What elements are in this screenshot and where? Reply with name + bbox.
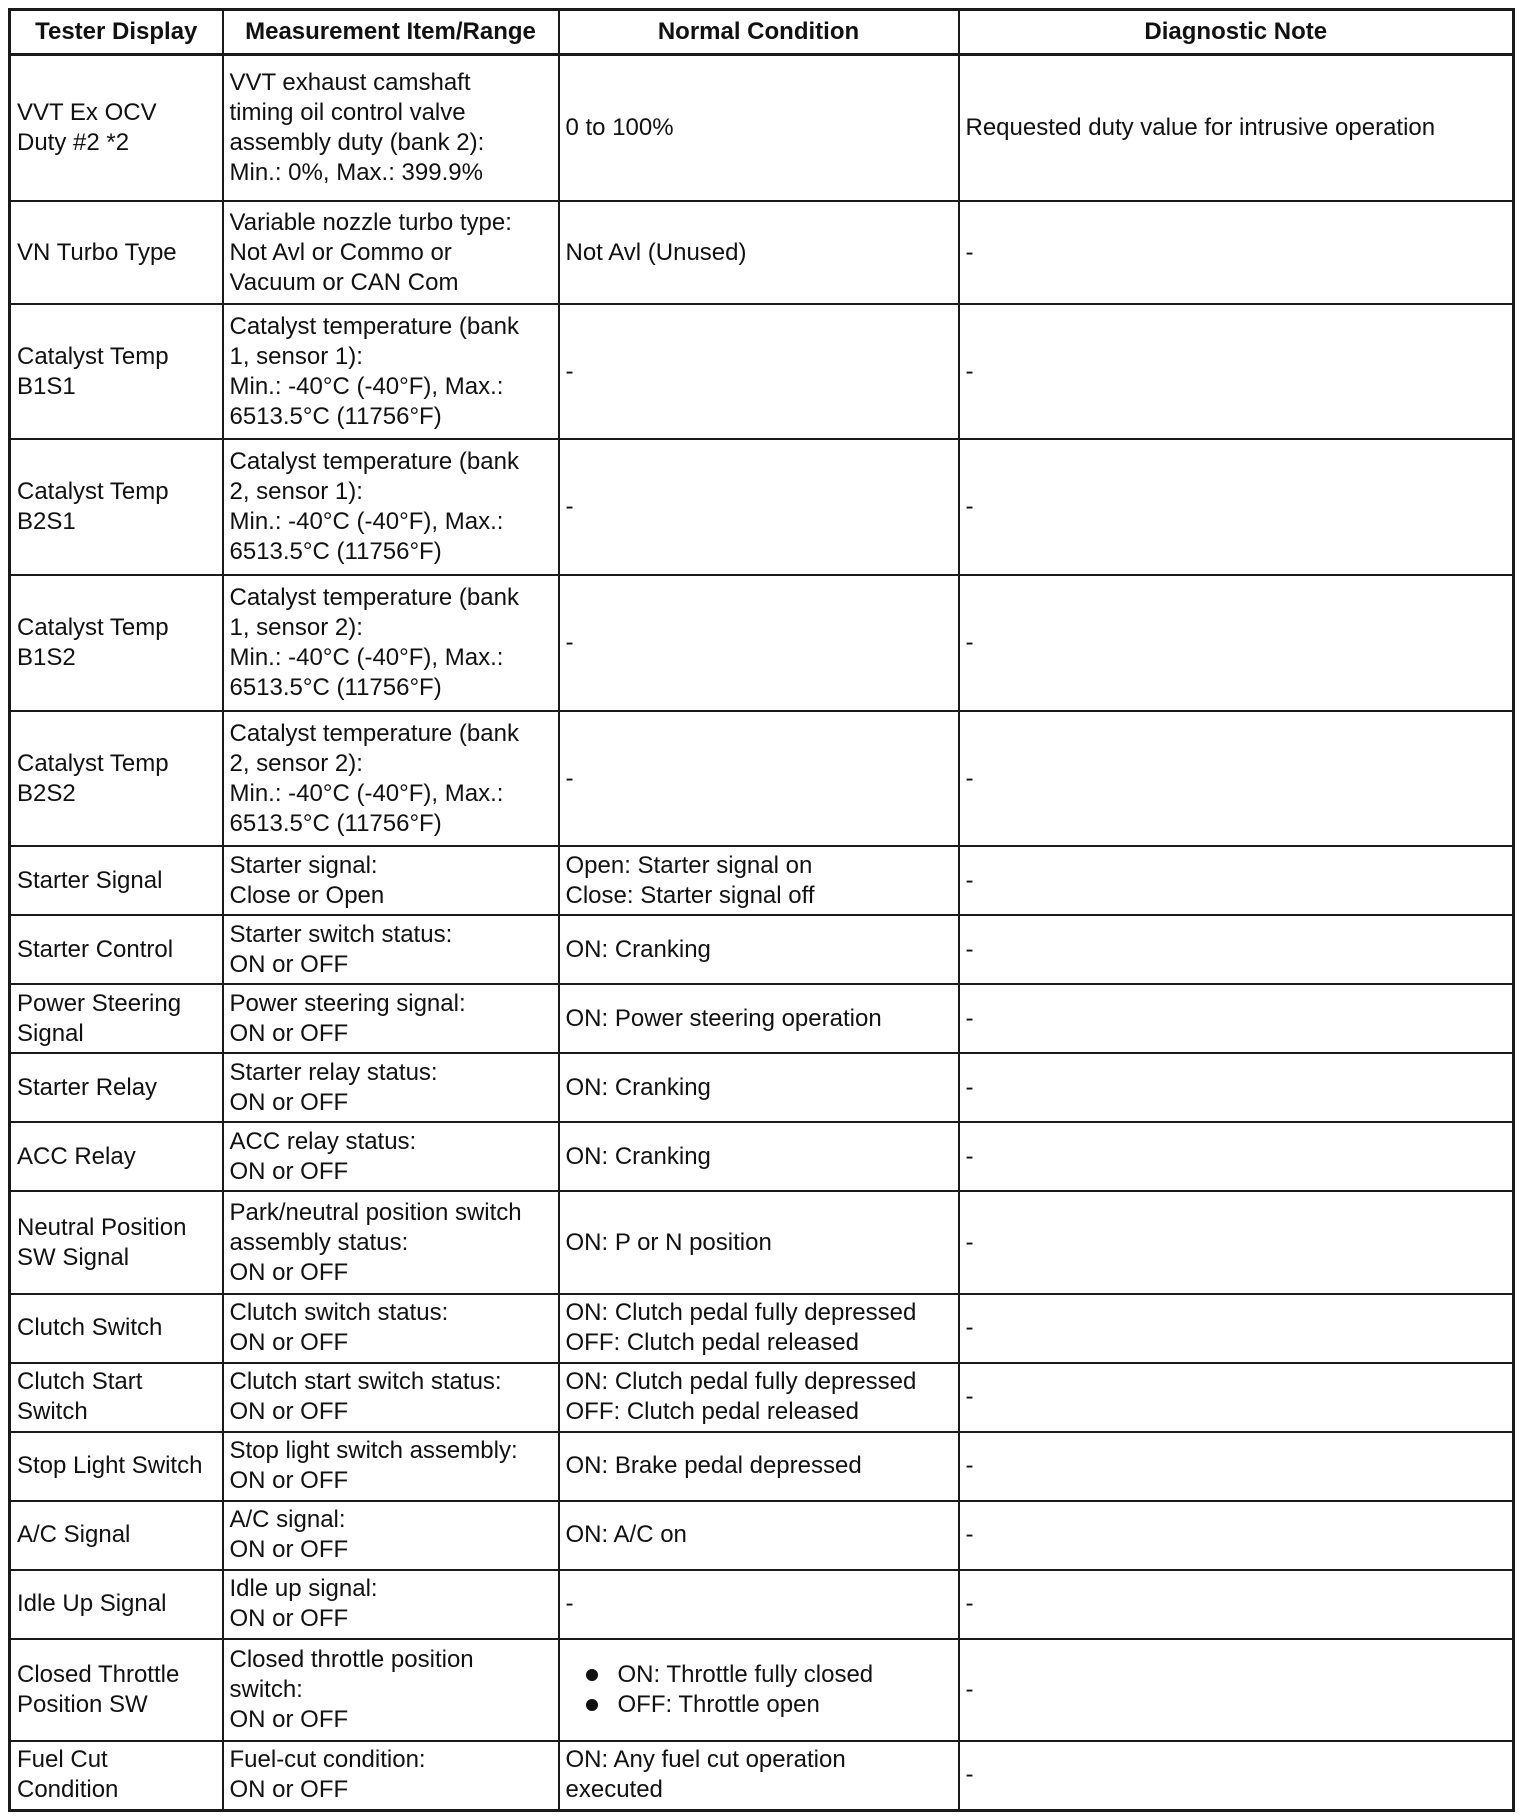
normal-condition-cell <box>559 201 959 303</box>
measurement-range-cell-line: ON or OFF <box>229 1605 349 1633</box>
normal-condition-cell-line: Open: Starter signal on <box>565 851 813 879</box>
measurement-range-cell-line: ON or OFF <box>229 950 349 978</box>
normal-condition-cell-line: OFF: Clutch pedal released <box>565 1398 859 1426</box>
diagnostic-note-cell: - <box>959 1122 1514 1191</box>
measurement-range-cell-line: 1, sensor 2): <box>229 613 363 641</box>
measurement-range-cell <box>223 1053 559 1122</box>
measurement-range-cell <box>223 201 559 303</box>
diagnostic-note-cell: - <box>959 984 1514 1053</box>
tester-display-cell-line: ACC Relay <box>17 1142 136 1170</box>
tester-display-cell <box>10 711 223 847</box>
diagnostic-note-cell: - <box>959 711 1514 847</box>
diagnostic-note-cell: - <box>959 1363 1514 1432</box>
measurement-range-cell-line: Min.: -40°C (-40°F), Max.: <box>229 779 504 807</box>
measurement-range-cell-line: ON or OFF <box>229 1088 349 1116</box>
table-row <box>10 55 1514 202</box>
measurement-range-cell-line: Closed throttle position <box>229 1645 474 1673</box>
normal-condition-cell-line: executed <box>565 1776 663 1804</box>
normal-condition-cell <box>559 1294 959 1363</box>
header-diagnostic-note: Diagnostic Note <box>959 10 1514 55</box>
normal-condition-cell-line: ON: A/C on <box>565 1521 687 1549</box>
tester-display-cell <box>10 575 223 711</box>
measurement-range-cell-line: Clutch switch status: <box>229 1299 449 1327</box>
measurement-range-cell-line: Starter relay status: <box>229 1058 438 1086</box>
table-row <box>10 1294 1514 1363</box>
tester-display-cell-line: B1S2 <box>17 643 76 671</box>
table-row <box>10 575 1514 711</box>
measurement-range-cell <box>223 1741 559 1811</box>
tester-display-cell <box>10 1053 223 1122</box>
normal-condition-cell-line: ON: P or N position <box>565 1228 772 1256</box>
measurement-range-cell-line: 6513.5°C (11756°F) <box>229 673 442 701</box>
measurement-range-cell-line: Fuel-cut condition: <box>229 1746 426 1774</box>
measurement-range-cell <box>223 575 559 711</box>
normal-condition-cell-line: - <box>565 764 574 792</box>
measurement-range-cell-line: Starter signal: <box>229 851 378 879</box>
diagnostic-note-cell: - <box>959 575 1514 711</box>
measurement-range-cell-line: Clutch start switch status: <box>229 1368 502 1396</box>
tester-display-cell <box>10 1639 223 1741</box>
measurement-range-cell-line: ON or OFF <box>229 1467 349 1495</box>
measurement-range-cell-line: Min.: -40°C (-40°F), Max.: <box>229 508 504 536</box>
measurement-range-cell-line: ON or OFF <box>229 1705 349 1733</box>
measurement-range-cell-line: Catalyst temperature (bank <box>229 719 519 747</box>
normal-condition-cell-line: Close: Starter signal off <box>565 881 815 909</box>
tester-display-cell-line: B2S2 <box>17 779 76 807</box>
header-tester-display: Tester Display <box>10 10 223 55</box>
tester-display-cell-line: B2S1 <box>17 508 76 536</box>
tester-display-cell-line: Switch <box>17 1398 88 1426</box>
measurement-range-cell-line: Vacuum or CAN Com <box>229 268 459 296</box>
measurement-range-cell-line: Stop light switch assembly: <box>229 1437 518 1465</box>
measurement-range-cell <box>223 711 559 847</box>
measurement-range-cell-line: 1, sensor 1): <box>229 342 363 370</box>
tester-display-cell-line: Idle Up Signal <box>17 1590 167 1618</box>
bullet-item: ON: Throttle fully closed <box>586 1660 952 1690</box>
measurement-range-cell-line: Catalyst temperature (bank <box>229 583 519 611</box>
tester-display-cell <box>10 1432 223 1501</box>
diagnostic-note-cell: - <box>959 304 1514 440</box>
diagnostic-note-cell: - <box>959 1432 1514 1501</box>
table-row <box>10 1053 1514 1122</box>
bullet-item: OFF: Throttle open <box>586 1690 952 1720</box>
normal-condition-cell-line: ON: Power steering operation <box>565 1004 882 1032</box>
measurement-range-cell-line: Park/neutral position switch <box>229 1198 522 1226</box>
measurement-range-cell <box>223 304 559 440</box>
measurement-range-cell-line: ON or OFF <box>229 1398 349 1426</box>
measurement-range-cell-line: ON or OFF <box>229 1258 349 1286</box>
measurement-range-cell <box>223 1501 559 1570</box>
tester-display-cell-line: Catalyst Temp <box>17 749 169 777</box>
normal-condition-cell-line: ON: Brake pedal depressed <box>565 1452 862 1480</box>
normal-condition-cell <box>559 1639 959 1741</box>
measurement-range-cell-line: Min.: 0%, Max.: 399.9% <box>229 159 483 187</box>
measurement-range-cell-line: assembly duty (bank 2): <box>229 129 485 157</box>
normal-condition-cell-line: - <box>565 628 574 656</box>
tester-display-cell-line: Position SW <box>17 1690 148 1718</box>
normal-condition-cell <box>559 1570 959 1639</box>
tester-display-cell-line: Clutch Start <box>17 1368 143 1396</box>
measurement-range-cell-line: Variable nozzle turbo type: <box>229 208 512 236</box>
measurement-range-cell-line: ON or OFF <box>229 1157 349 1185</box>
tester-display-cell-line: Power Steering <box>17 989 182 1017</box>
normal-condition-cell-line: ON: Clutch pedal fully depressed <box>565 1299 917 1327</box>
measurement-range-cell <box>223 1363 559 1432</box>
table-header-row <box>10 10 1514 55</box>
tester-display-cell-line: SW Signal <box>17 1243 130 1271</box>
tester-display-cell-line: Signal <box>17 1019 84 1047</box>
tester-display-cell-line: Clutch Switch <box>17 1314 163 1342</box>
normal-condition-cell-line: ON: Cranking <box>565 935 711 963</box>
tester-display-cell-line: VN Turbo Type <box>17 238 177 266</box>
tester-display-cell <box>10 846 223 915</box>
measurement-range-cell-line: Idle up signal: <box>229 1575 378 1603</box>
measurement-range-cell <box>223 984 559 1053</box>
measurement-range-cell-line: Min.: -40°C (-40°F), Max.: <box>229 643 504 671</box>
tester-display-cell-line: Stop Light Switch <box>17 1452 203 1480</box>
tester-display-cell-line: Catalyst Temp <box>17 478 169 506</box>
tester-display-cell-line: Starter Signal <box>17 866 163 894</box>
normal-condition-cell <box>559 1501 959 1570</box>
tester-display-cell-line: Starter Relay <box>17 1073 158 1101</box>
table-row <box>10 1741 1514 1811</box>
table-body <box>10 55 1514 1811</box>
measurement-range-cell-line: Starter switch status: <box>229 920 453 948</box>
normal-condition-cell <box>559 1053 959 1122</box>
table-row <box>10 439 1514 575</box>
normal-condition-cell <box>559 1741 959 1811</box>
tester-display-cell <box>10 1570 223 1639</box>
measurement-range-cell-line: 6513.5°C (11756°F) <box>229 402 442 430</box>
measurement-range-cell-line: Power steering signal: <box>229 989 466 1017</box>
measurement-range-cell <box>223 1191 559 1293</box>
normal-condition-cell <box>559 1432 959 1501</box>
normal-condition-cell-line: 0 to 100% <box>565 114 674 142</box>
table-row <box>10 1191 1514 1293</box>
measurement-range-cell-line: Min.: -40°C (-40°F), Max.: <box>229 372 504 400</box>
normal-condition-cell-line: - <box>565 1590 574 1618</box>
tester-display-cell-line: Neutral Position <box>17 1213 187 1241</box>
normal-condition-cell <box>559 575 959 711</box>
table-row <box>10 1570 1514 1639</box>
measurement-range-cell-line: A/C signal: <box>229 1506 346 1534</box>
tester-display-cell-line: B1S1 <box>17 372 76 400</box>
diagnostic-note-cell: Requested duty value for intrusive operation <box>959 55 1514 202</box>
measurement-range-cell-line: 6513.5°C (11756°F) <box>229 538 442 566</box>
tester-display-cell <box>10 1122 223 1191</box>
measurement-range-cell-line: timing oil control valve <box>229 99 466 127</box>
normal-condition-cell-line: - <box>565 357 574 385</box>
normal-condition-cell-line: - <box>565 493 574 521</box>
tester-display-cell-line: Closed Throttle <box>17 1660 180 1688</box>
table-row <box>10 1639 1514 1741</box>
measurement-range-cell <box>223 1294 559 1363</box>
diagnostic-note-cell: - <box>959 1294 1514 1363</box>
diagnostic-note-cell: - <box>959 1570 1514 1639</box>
measurement-range-cell-line: ACC relay status: <box>229 1127 417 1155</box>
measurement-range-cell <box>223 1122 559 1191</box>
tester-display-cell <box>10 1191 223 1293</box>
tester-display-cell <box>10 304 223 440</box>
tester-display-cell-line: Starter Control <box>17 935 174 963</box>
measurement-range-cell-line: 6513.5°C (11756°F) <box>229 809 442 837</box>
diagnostic-note-cell: - <box>959 1191 1514 1293</box>
tester-display-cell-line: Duty #2 *2 <box>17 129 130 157</box>
tester-display-cell-line: VVT Ex OCV <box>17 99 157 127</box>
table-row <box>10 915 1514 984</box>
tester-display-cell-line: Catalyst Temp <box>17 613 169 641</box>
tester-display-cell <box>10 55 223 202</box>
tester-display-cell-line: Condition <box>17 1776 119 1804</box>
table-row <box>10 304 1514 440</box>
measurement-range-cell-line: Catalyst temperature (bank <box>229 448 519 476</box>
measurement-range-cell-line: assembly status: <box>229 1228 409 1256</box>
tester-display-cell <box>10 1741 223 1811</box>
measurement-range-cell-line: Catalyst temperature (bank <box>229 312 519 340</box>
measurement-range-cell <box>223 1639 559 1741</box>
tester-display-cell-line: Fuel Cut <box>17 1746 108 1774</box>
table-row <box>10 1363 1514 1432</box>
bullet-list <box>566 1660 952 1720</box>
measurement-range-cell-line: Close or Open <box>229 881 385 909</box>
diagnostic-note-cell: - <box>959 1053 1514 1122</box>
tester-display-cell-line: Catalyst Temp <box>17 342 169 370</box>
measurement-range-cell-line: ON or OFF <box>229 1019 349 1047</box>
measurement-range-cell-line: 2, sensor 2): <box>229 749 363 777</box>
tester-display-cell <box>10 1501 223 1570</box>
normal-condition-cell-line: ON: Cranking <box>565 1142 711 1170</box>
table-row <box>10 1122 1514 1191</box>
normal-condition-cell <box>559 1122 959 1191</box>
table-row <box>10 201 1514 303</box>
table-row <box>10 711 1514 847</box>
diagnostic-note-cell: - <box>959 846 1514 915</box>
tester-display-cell <box>10 915 223 984</box>
table-row <box>10 846 1514 915</box>
measurement-range-cell <box>223 1432 559 1501</box>
normal-condition-cell-line: ON: Clutch pedal fully depressed <box>565 1368 917 1396</box>
tester-display-cell <box>10 201 223 303</box>
measurement-range-cell <box>223 55 559 202</box>
tester-display-cell-line: A/C Signal <box>17 1521 131 1549</box>
measurement-range-cell <box>223 439 559 575</box>
measurement-range-cell-line: ON or OFF <box>229 1776 349 1804</box>
normal-condition-cell <box>559 915 959 984</box>
normal-condition-cell <box>559 846 959 915</box>
measurement-range-cell-line: switch: <box>229 1675 303 1703</box>
diagnostic-note-cell: - <box>959 1639 1514 1741</box>
table-row <box>10 984 1514 1053</box>
tester-display-cell <box>10 439 223 575</box>
diagnostic-note-cell: - <box>959 1741 1514 1811</box>
header-measurement-item-range: Measurement Item/Range <box>223 10 559 55</box>
normal-condition-cell <box>559 984 959 1053</box>
diagnostic-note-cell: - <box>959 1501 1514 1570</box>
normal-condition-cell <box>559 1363 959 1432</box>
tester-display-cell <box>10 1363 223 1432</box>
measurement-range-cell <box>223 915 559 984</box>
measurement-range-cell-line: ON or OFF <box>229 1329 349 1357</box>
diagnostic-note-cell: - <box>959 201 1514 303</box>
normal-condition-cell <box>559 1191 959 1293</box>
normal-condition-cell-line: ON: Any fuel cut operation <box>565 1746 846 1774</box>
measurement-range-cell-line: Not Avl or Commo or <box>229 238 452 266</box>
measurement-range-cell <box>223 846 559 915</box>
normal-condition-cell-line: ON: Cranking <box>565 1073 711 1101</box>
normal-condition-cell-line: Not Avl (Unused) <box>565 238 747 266</box>
normal-condition-cell-line: OFF: Clutch pedal released <box>565 1329 859 1357</box>
measurement-range-cell-line: VVT exhaust camshaft <box>229 69 471 97</box>
tester-display-cell <box>10 1294 223 1363</box>
measurement-range-cell <box>223 1570 559 1639</box>
header-normal-condition: Normal Condition <box>559 10 959 55</box>
diagnostic-note-cell: - <box>959 915 1514 984</box>
tester-display-cell <box>10 984 223 1053</box>
normal-condition-cell <box>559 304 959 440</box>
normal-condition-cell <box>559 711 959 847</box>
normal-condition-cell <box>559 55 959 202</box>
table-row <box>10 1501 1514 1570</box>
diagnostic-data-table <box>8 8 1515 1812</box>
diagnostic-note-cell: - <box>959 439 1514 575</box>
measurement-range-cell-line: ON or OFF <box>229 1536 349 1564</box>
measurement-range-cell-line: 2, sensor 1): <box>229 478 363 506</box>
normal-condition-cell <box>559 439 959 575</box>
table-row <box>10 1432 1514 1501</box>
